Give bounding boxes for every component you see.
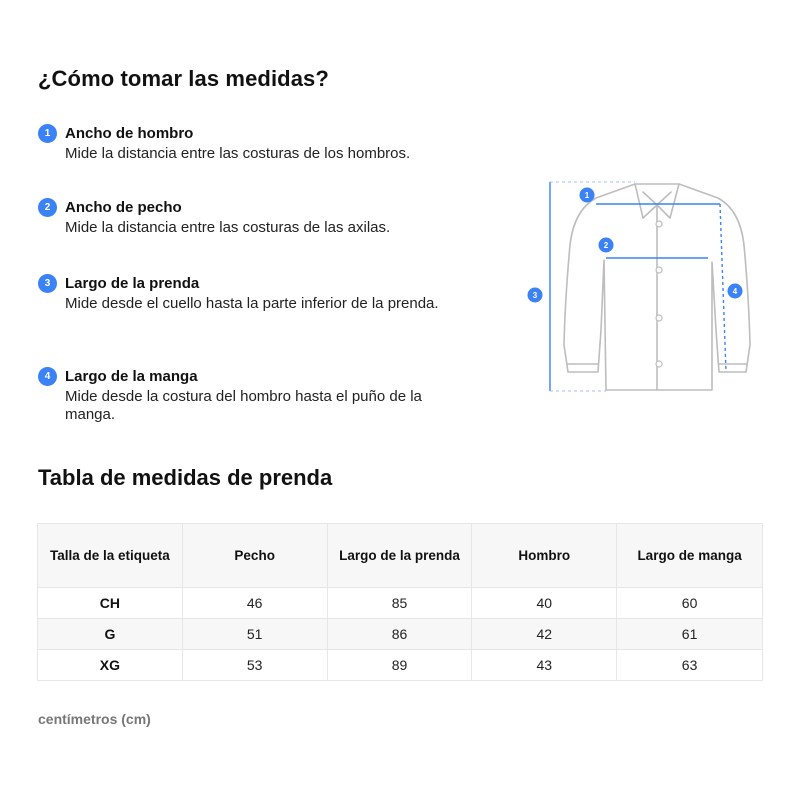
- step-number-badge: 1: [38, 124, 57, 143]
- table-row: [38, 588, 763, 619]
- table-cell: 42: [472, 619, 617, 650]
- size-label-cell: XG: [38, 650, 183, 681]
- step-title: Largo de la prenda: [65, 275, 200, 292]
- size-label-cell: G: [38, 619, 183, 650]
- shirt-icon: [522, 178, 754, 398]
- step-title: Largo de la manga: [65, 368, 198, 385]
- step-chest-width: [38, 198, 458, 237]
- step-sleeve-length: [38, 367, 458, 424]
- marker-label: 2: [603, 241, 609, 250]
- table-cell: 61: [617, 619, 763, 650]
- size-table-title: Tabla de medidas de prenda: [38, 465, 333, 490]
- step-description: Mide desde el cuello hasta la parte inferior de la prenda.: [65, 295, 439, 312]
- marker-label: 4: [732, 287, 738, 296]
- step-description: Mide desde la costura del hombro hasta el puño de la manga.: [65, 388, 422, 423]
- table-cell: 46: [182, 588, 327, 619]
- size-label-cell: CH: [38, 588, 183, 619]
- step-number-badge: 3: [38, 274, 57, 293]
- step-shoulder-width: [38, 124, 458, 163]
- marker-label: 3: [532, 291, 538, 300]
- step-title: Ancho de hombro: [65, 125, 194, 142]
- step-number-badge: 2: [38, 198, 57, 217]
- table-row: [38, 650, 763, 681]
- column-header: Largo de manga: [617, 524, 763, 588]
- table-cell: 40: [472, 588, 617, 619]
- step-description: Mide la distancia entre las costuras de las axilas.: [65, 219, 391, 236]
- column-header: Pecho: [182, 524, 327, 588]
- shirt-measurement-diagram: [522, 178, 754, 398]
- table-cell: 86: [327, 619, 472, 650]
- column-header: Largo de la prenda: [327, 524, 472, 588]
- size-table: [37, 523, 763, 681]
- unit-note: centímetros (cm): [38, 711, 151, 727]
- step-garment-length: [38, 274, 458, 313]
- step-number-badge: 4: [38, 367, 57, 386]
- page-title: ¿Cómo tomar las medidas?: [38, 66, 329, 91]
- table-row: [38, 619, 763, 650]
- table-header-row: [38, 524, 763, 588]
- column-header: Talla de la etiqueta: [38, 524, 183, 588]
- table-cell: 51: [182, 619, 327, 650]
- step-title: Ancho de pecho: [65, 199, 182, 216]
- column-header: Hombro: [472, 524, 617, 588]
- table-cell: 53: [182, 650, 327, 681]
- marker-label: 1: [584, 191, 590, 200]
- table-cell: 85: [327, 588, 472, 619]
- table-cell: 43: [472, 650, 617, 681]
- table-cell: 60: [617, 588, 763, 619]
- step-description: Mide la distancia entre las costuras de los hombros.: [65, 145, 411, 162]
- table-cell: 89: [327, 650, 472, 681]
- table-cell: 63: [617, 650, 763, 681]
